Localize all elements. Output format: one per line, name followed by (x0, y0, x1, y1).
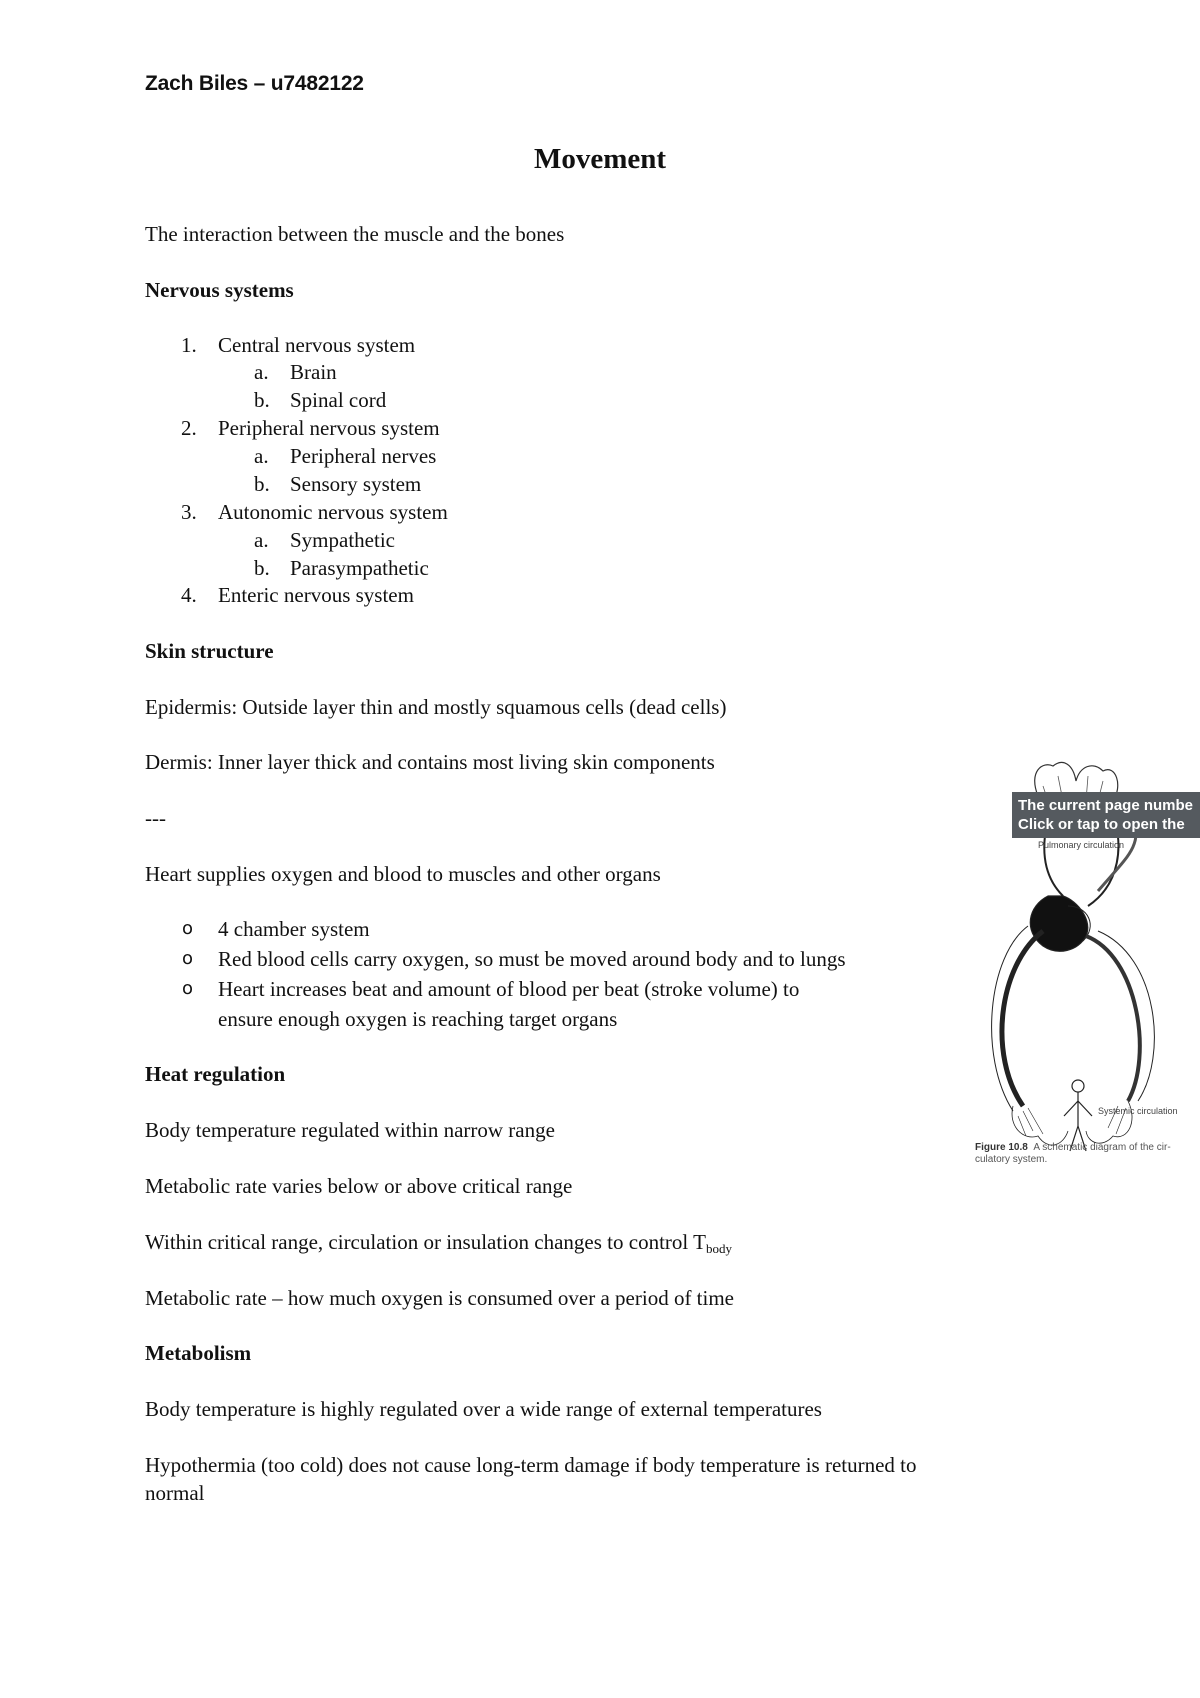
list-item: Central nervous system (218, 333, 416, 357)
caption-text-line2: culatory system. (975, 1154, 1048, 1165)
heart-intro: Heart supplies oxygen and blood to muscles and other organs (145, 862, 661, 886)
sublist-letter: a. (254, 528, 269, 552)
metabolism-p1: Body temperature is highly regulated over a wide range of external temperatures (145, 1397, 822, 1421)
heat-p2: Metabolic rate varies below or above critical range (145, 1174, 573, 1198)
sublist-item: Sensory system (290, 472, 422, 496)
caption-figure-number: Figure 10.8 (975, 1142, 1028, 1153)
sublist-letter: b. (254, 556, 270, 580)
list-item: Enteric nervous system (218, 583, 414, 607)
heat-heading: Heat regulation (145, 1062, 286, 1086)
epidermis-text: Epidermis: Outside layer thin and mostly squamous cells (dead cells) (145, 695, 727, 719)
sublist-letter: b. (254, 472, 270, 496)
bullet-marker: o (182, 948, 194, 969)
heat-p3 (145, 1228, 732, 1256)
bullet-item-continuation: ensure enough oxygen is reaching target organs (218, 1007, 618, 1031)
bullet-marker: o (182, 978, 194, 999)
heat-p1: Body temperature regulated within narrow range (145, 1118, 555, 1142)
systemic-label: Systemic circulation (1098, 1106, 1178, 1116)
bullet-item: 4 chamber system (218, 917, 370, 941)
nervous-heading: Nervous systems (145, 278, 294, 302)
sublist-item: Brain (290, 360, 337, 384)
sublist-letter: a. (254, 360, 269, 384)
skin-heading: Skin structure (145, 639, 274, 663)
heat-p3-text: Within critical range, circulation or insulation changes to control T (145, 1230, 706, 1254)
pulmonary-label: Pulmonary circulation (1038, 840, 1125, 850)
list-item: Autonomic nervous system (218, 500, 448, 524)
list-number: 4. (181, 583, 197, 607)
tooltip-line1: The current page numbe (1018, 797, 1194, 814)
sublist-item: Peripheral nerves (290, 444, 437, 468)
dermis-text: Dermis: Inner layer thick and contains most living skin components (145, 750, 715, 774)
tooltip-line2: Click or tap to open the (1018, 816, 1185, 833)
author-line: Zach Biles – u7482122 (145, 72, 364, 95)
figure-caption (975, 1142, 1171, 1166)
metabolism-heading: Metabolism (145, 1341, 252, 1365)
heat-p4: Metabolic rate – how much oxygen is consumed over a period of time (145, 1286, 735, 1310)
page-title: Movement (533, 143, 667, 175)
caption-text-line1: A schematic diagram of the cir- (1033, 1142, 1171, 1153)
sublist-item: Spinal cord (290, 388, 387, 412)
sublist-letter: b. (254, 388, 270, 412)
metabolism-p2-line2: normal (145, 1481, 205, 1505)
sublist-item: Parasympathetic (290, 556, 429, 580)
bullet-item: Heart increases beat and amount of blood per beat (stroke volume) to (218, 977, 800, 1001)
list-item: Peripheral nervous system (218, 416, 440, 440)
list-number: 2. (181, 416, 197, 440)
bullet-item: Red blood cells carry oxygen, so must be moved around body and to lungs (218, 947, 846, 971)
page-number-tooltip[interactable] (1012, 792, 1200, 838)
intro-text: The interaction between the muscle and the bones (145, 222, 565, 246)
list-number: 3. (181, 500, 197, 524)
separator: --- (145, 806, 166, 830)
metabolism-p2-line1: Hypothermia (too cold) does not cause long-term damage if body temperature is returned to (145, 1453, 917, 1477)
sublist-letter: a. (254, 444, 269, 468)
tbody-subscript: body (705, 1241, 732, 1256)
sublist-item: Sympathetic (290, 528, 395, 552)
bullet-marker: o (182, 918, 194, 939)
list-number: 1. (181, 333, 197, 357)
